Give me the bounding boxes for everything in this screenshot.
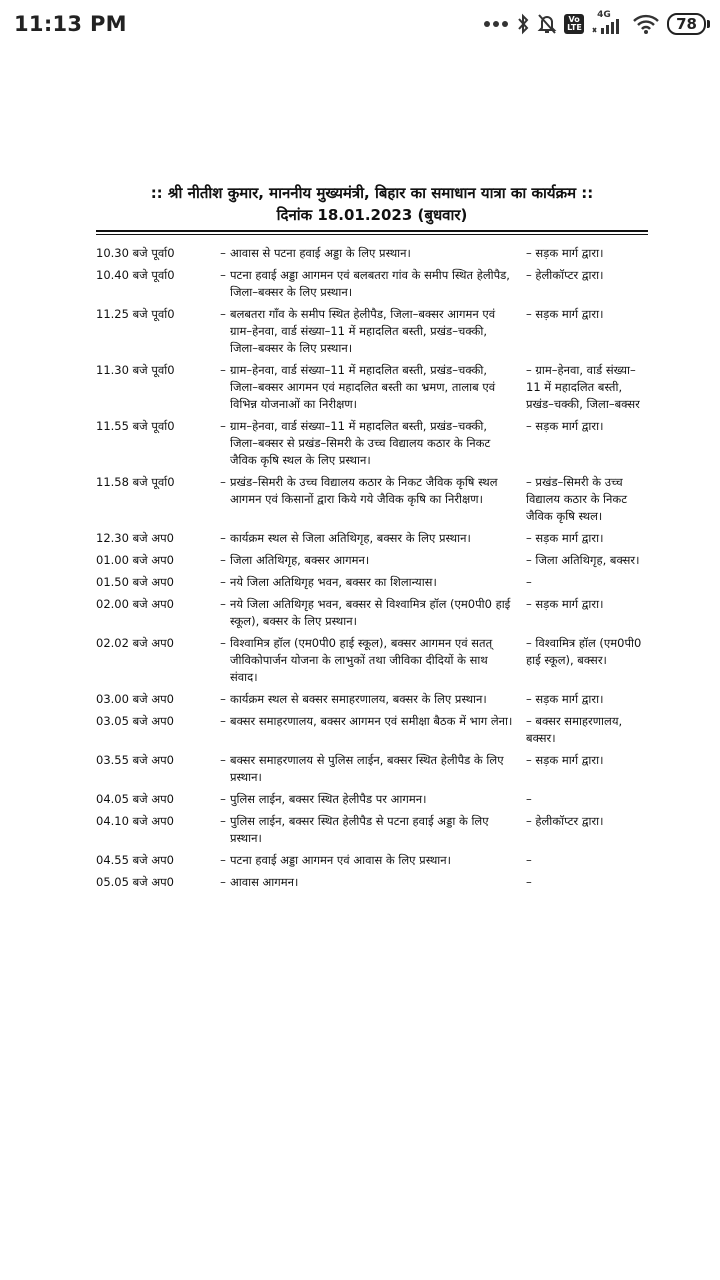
schedule-separator: – — [220, 853, 226, 867]
bluetooth-icon — [516, 13, 530, 35]
schedule-activity: विश्वामित्र हॉल (एम0पी0 हाई स्कूल), बक्सर आगमन एवं सतत् जीविकोपार्जन योजना के लाभुकों तथा जीविका दीदियों के साथ संवाद। — [230, 636, 493, 684]
schedule-time: 03.05 बजे अप0 — [96, 714, 174, 728]
schedule-travel-mode: – जिला अतिथिगृह, बक्सर। — [526, 553, 640, 567]
schedule-row — [96, 530, 648, 547]
schedule-time: 05.05 बजे अप0 — [96, 875, 174, 889]
divider — [96, 230, 648, 232]
schedule-separator: – — [220, 636, 226, 650]
schedule-time: 03.00 बजे अप0 — [96, 692, 174, 706]
schedule-activity: ग्राम–हेनवा, वार्ड संख्या–11 में महादलित बस्ती, प्रखंड–चक्की, जिला–बक्सर आगमन एवं महादलित बस्ती का भ्रमण, तालाब एवं विभिन्न योजनाओं का निरीक्षण। — [230, 363, 496, 411]
schedule-activity: आवास से पटना हवाई अड्डा के लिए प्रस्थान। — [230, 246, 411, 260]
schedule-travel-mode: – हेलीकॉप्टर द्वारा। — [526, 814, 604, 828]
schedule-row — [96, 306, 648, 357]
schedule-travel-mode: – विश्वामित्र हॉल (एम0पी0 हाई स्कूल), बक्सर। — [526, 636, 642, 667]
schedule-separator: – — [220, 475, 226, 489]
wifi-icon — [632, 13, 660, 35]
schedule-time: 12.30 बजे अप0 — [96, 531, 174, 545]
schedule-separator: – — [220, 268, 226, 282]
schedule-activity: नये जिला अतिथिगृह भवन, बक्सर से विश्वामित्र हॉल (एम0पी0 हाई स्कूल), बक्सर के लिए प्रस्थान। — [230, 597, 511, 628]
schedule-activity: बक्सर समाहरणालय से पुलिस लाईन, बक्सर स्थित हेलीपैड के लिए प्रस्थान। — [230, 753, 504, 784]
schedule-activity: पुलिस लाईन, बक्सर स्थित हेलीपैड से पटना हवाई अड्डा के लिए प्रस्थान। — [230, 814, 489, 845]
more-dots-icon — [483, 20, 509, 28]
schedule-row — [96, 596, 648, 630]
schedule-travel-mode: – हेलीकॉप्टर द्वारा। — [526, 268, 604, 282]
schedule-travel-mode: – — [526, 575, 532, 589]
schedule-time: 01.00 बजे अप0 — [96, 553, 174, 567]
schedule-row — [96, 245, 648, 262]
schedule-row — [96, 552, 648, 569]
schedule-separator: – — [220, 753, 226, 767]
battery-icon: 78 — [667, 13, 706, 35]
schedule-time: 10.30 बजे पूर्वा0 — [96, 246, 175, 260]
schedule-travel-mode: – सड़क मार्ग द्वारा। — [526, 597, 604, 611]
schedule-separator: – — [220, 597, 226, 611]
schedule-row — [96, 362, 648, 413]
schedule-time: 02.02 बजे अप0 — [96, 636, 174, 650]
document-date: दिनांक 18.01.2023 (बुधवार) — [276, 206, 468, 224]
schedule-separator: – — [220, 692, 226, 706]
schedule-separator: – — [220, 531, 226, 545]
schedule-activity: आवास आगमन। — [230, 875, 299, 889]
schedule-separator: – — [220, 363, 226, 377]
schedule-row — [96, 791, 648, 808]
schedule-time: 03.55 बजे अप0 — [96, 753, 174, 767]
divider — [96, 234, 648, 235]
schedule-travel-mode: – बक्सर समाहरणालय, बक्सर। — [526, 714, 623, 745]
schedule-activity: पटना हवाई अड्डा आगमन एवं आवास के लिए प्रस्थान। — [230, 853, 452, 867]
schedule-row — [96, 713, 648, 747]
bell-off-icon — [537, 13, 557, 35]
schedule-row — [96, 474, 648, 525]
schedule-activity: प्रखंड–सिमरी के उच्च विद्यालय कठार के निकट जैविक कृषि स्थल आगमन एवं किसानों द्वारा किये गये जैविक कृषि का निरीक्षण। — [230, 475, 498, 506]
schedule-time: 04.10 बजे अप0 — [96, 814, 174, 828]
status-time: 11:13 PM — [14, 12, 127, 36]
schedule-travel-mode: – प्रखंड–सिमरी के उच्च विद्यालय कठार के निकट जैविक कृषि स्थल। — [526, 475, 628, 523]
schedule-activity: पुलिस लाईन, बक्सर स्थित हेलीपैड पर आगमन। — [230, 792, 427, 806]
schedule-time: 10.40 बजे पूर्वा0 — [96, 268, 175, 282]
schedule-separator: – — [220, 814, 226, 828]
status-icons — [483, 12, 706, 36]
schedule-activity: कार्यक्रम स्थल से जिला अतिथिगृह, बक्सर के लिए प्रस्थान। — [230, 531, 471, 545]
schedule-travel-mode: – सड़क मार्ग द्वारा। — [526, 753, 604, 767]
schedule-activity: बक्सर समाहरणालय, बक्सर आगमन एवं समीक्षा बैठक में भाग लेना। — [230, 714, 513, 728]
schedule-travel-mode: – सड़क मार्ग द्वारा। — [526, 307, 604, 321]
schedule-time: 04.55 बजे अप0 — [96, 853, 174, 867]
schedule-document — [96, 182, 648, 896]
schedule-row — [96, 267, 648, 301]
schedule-separator: – — [220, 553, 226, 567]
schedule-row — [96, 852, 648, 869]
schedule-row — [96, 874, 648, 891]
schedule-time: 11.55 बजे पूर्वा0 — [96, 419, 175, 433]
schedule-row — [96, 813, 648, 847]
schedule-travel-mode: – — [526, 792, 532, 806]
schedule-activity: बलबतरा गाँव के समीप स्थित हेलीपैड, जिला–बक्सर आगमन एवं ग्राम–हेनवा, वार्ड संख्या–11 में महादलित बस्ती, प्रखंड–चक्की, जिला–बक्सर के लिए प्रस्थान। — [230, 307, 496, 355]
schedule-time: 01.50 बजे अप0 — [96, 575, 174, 589]
schedule-activity: नये जिला अतिथिगृह भवन, बक्सर का शिलान्यास। — [230, 575, 437, 589]
status-bar — [0, 0, 720, 48]
schedule-time: 11.58 बजे पूर्वा0 — [96, 475, 175, 489]
schedule-time: 11.30 बजे पूर्वा0 — [96, 363, 175, 377]
schedule-activity: पटना हवाई अड्डा आगमन एवं बलबतरा गांव के समीप स्थित हेलीपैड, जिला–बक्सर के लिए प्रस्थान। — [230, 268, 510, 299]
schedule-travel-mode: – ग्राम–हेनवा, वार्ड संख्या–11 में महादलित बस्ती, प्रखंड–चक्की, जिला–बक्सर — [526, 363, 640, 411]
schedule-activity: कार्यक्रम स्थल से बक्सर समाहरणालय, बक्सर के लिए प्रस्थान। — [230, 692, 487, 706]
schedule-row — [96, 418, 648, 469]
schedule-travel-mode: – सड़क मार्ग द्वारा। — [526, 531, 604, 545]
schedule-row — [96, 752, 648, 786]
signal-icon — [591, 12, 625, 36]
schedule-travel-mode: – — [526, 853, 532, 867]
schedule-row — [96, 574, 648, 591]
schedule-separator: – — [220, 792, 226, 806]
schedule-time: 02.00 बजे अप0 — [96, 597, 174, 611]
schedule-activity: ग्राम–हेनवा, वार्ड संख्या–11 में महादलित बस्ती, प्रखंड–चक्की, जिला–बक्सर से प्रखंड–सिमरी के उच्च विद्यालय कठार के निकट जैविक कृषि स्थल के लिए प्रस्थान। — [230, 419, 491, 467]
schedule-time: 04.05 बजे अप0 — [96, 792, 174, 806]
schedule-time: 11.25 बजे पूर्वा0 — [96, 307, 175, 321]
schedule-list — [96, 245, 648, 891]
schedule-separator: – — [220, 714, 226, 728]
schedule-separator: – — [220, 575, 226, 589]
schedule-separator: – — [220, 875, 226, 889]
schedule-row — [96, 691, 648, 708]
schedule-separator: – — [220, 246, 226, 260]
schedule-travel-mode: – — [526, 875, 532, 889]
volte-icon: Vo LTE — [564, 14, 584, 34]
schedule-separator: – — [220, 307, 226, 321]
schedule-travel-mode: – सड़क मार्ग द्वारा। — [526, 419, 604, 433]
network-type-label: 4G — [597, 10, 611, 20]
schedule-travel-mode: – सड़क मार्ग द्वारा। — [526, 246, 604, 260]
schedule-row — [96, 635, 648, 686]
schedule-travel-mode: – सड़क मार्ग द्वारा। — [526, 692, 604, 706]
schedule-separator: – — [220, 419, 226, 433]
schedule-activity: जिला अतिथिगृह, बक्सर आगमन। — [230, 553, 370, 567]
document-title: :: श्री नीतीश कुमार, माननीय मुख्यमंत्री, बिहार का समाधान यात्रा का कार्यक्रम :: — [150, 184, 594, 202]
